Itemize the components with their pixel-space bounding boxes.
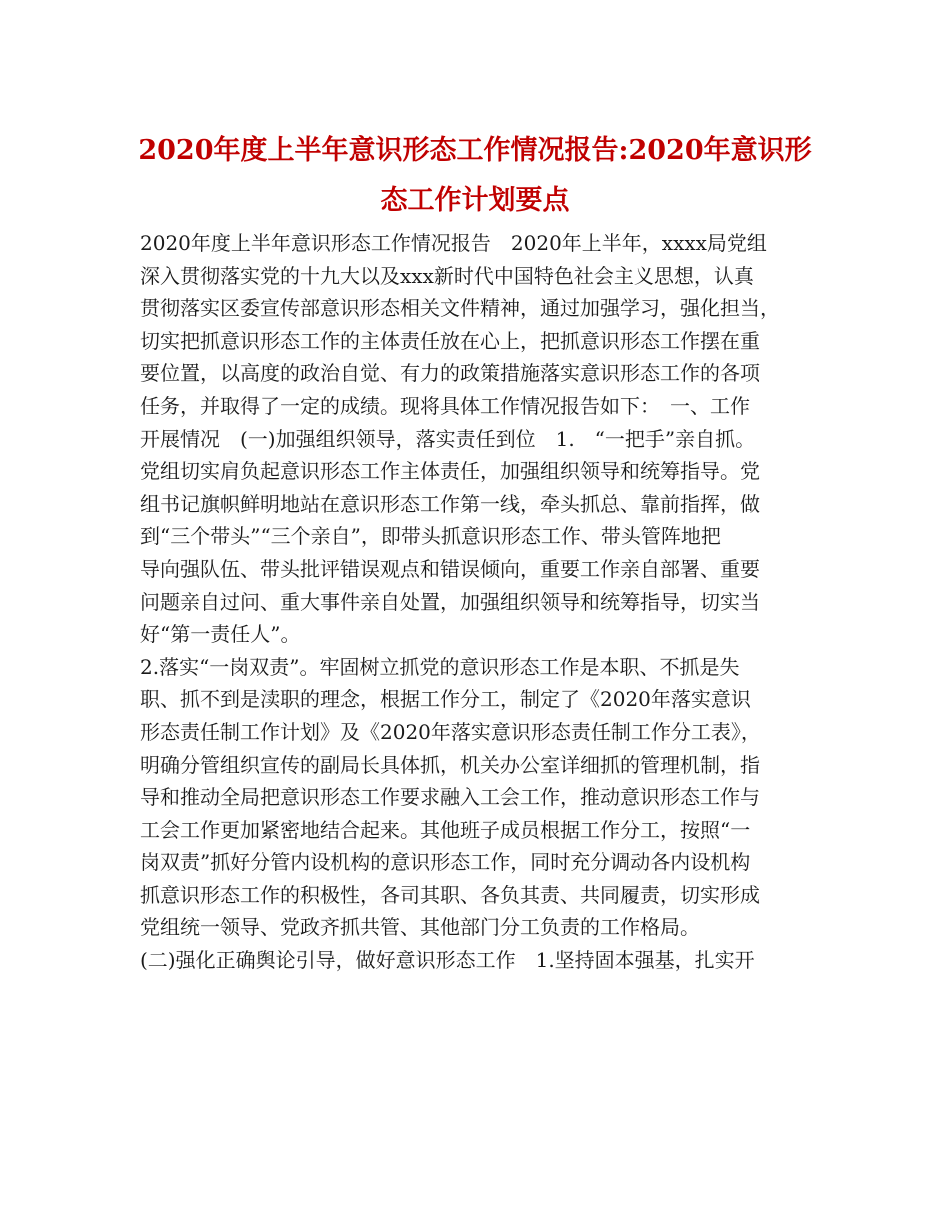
body-line: 导和推动全局把意识形态工作要求融入工会工作，推动意识形态工作与 <box>140 785 760 810</box>
body-line: 问题亲自过问、重大事件亲自处置，加强组织领导和统筹指导，切实当 <box>140 589 760 614</box>
body-line: 切实把抓意识形态工作的主体责任放在心上，把抓意识形态工作摆在重 <box>140 328 760 353</box>
body-line: 开展情况 (一)加强组织领导，落实责任到位 1. “一把手”亲自抓。 <box>140 426 756 451</box>
document-body <box>140 227 820 977</box>
body-line: 深入贯彻落实党的十九大以及xxx新时代中国特色社会主义思想，认真 <box>140 263 754 288</box>
document-title <box>130 126 820 226</box>
body-line: 明确分管组织宣传的副局长具体抓，机关办公室详细抓的管理机制，指 <box>140 752 760 777</box>
body-line: 工会工作更加紧密地结合起来。其他班子成员根据工作分工，按照“一 <box>140 817 751 842</box>
body-line: 党组统一领导、党政齐抓共管、其他部门分工负责的工作格局。 <box>140 915 700 940</box>
body-line: 要位置，以高度的政治自觉、有力的政策措施落实意识形态工作的各项 <box>140 361 760 386</box>
body-line: 职、抓不到是渎职的理念，根据工作分工，制定了《2020年落实意识 <box>140 687 751 712</box>
body-line: (二)强化正确舆论引导，做好意识形态工作 1.坚持固本强基，扎实开 <box>140 948 755 973</box>
body-line: 任务，并取得了一定的成绩。现将具体工作情况报告如下： 一、工作 <box>140 393 750 418</box>
body-line: 到“三个带头”“三个亲自”，即带头抓意识形态工作、带头管阵地把 <box>140 524 721 549</box>
body-line: 贯彻落实区委宣传部意识形态相关文件精神，通过加强学习，强化担当， <box>140 296 780 321</box>
title-line-1: 2020年度上半年意识形态工作情况报告:2020年意识形 <box>138 135 812 166</box>
body-line: 组书记旗帜鲜明地站在意识形态工作第一线，牵头抓总、靠前指挥，做 <box>140 491 760 516</box>
body-line: 导向强队伍、带头批评错误观点和错误倾向，重要工作亲自部署、重要 <box>140 556 760 581</box>
body-line: 岗双责”抓好分管内设机构的意识形态工作，同时充分调动各内设机构 <box>140 850 751 875</box>
body-line: 党组切实肩负起意识形态工作主体责任，加强组织领导和统筹指导。党 <box>140 459 760 484</box>
body-line: 2.落实“一岗双责”。牢固树立抓党的意识形态工作是本职、不抓是失 <box>140 654 740 679</box>
title-line-2: 态工作计划要点 <box>380 185 570 216</box>
body-line: 好“第一责任人”。 <box>140 622 301 647</box>
body-line: 2020年度上半年意识形态工作情况报告 2020年上半年，xxxx局党组 <box>140 231 767 255</box>
body-line: 抓意识形态工作的积极性，各司其职、各负其责、共同履责，切实形成 <box>140 882 760 907</box>
body-line: 形态责任制工作计划》及《2020年落实意识形态责任制工作分工表》， <box>140 719 761 744</box>
